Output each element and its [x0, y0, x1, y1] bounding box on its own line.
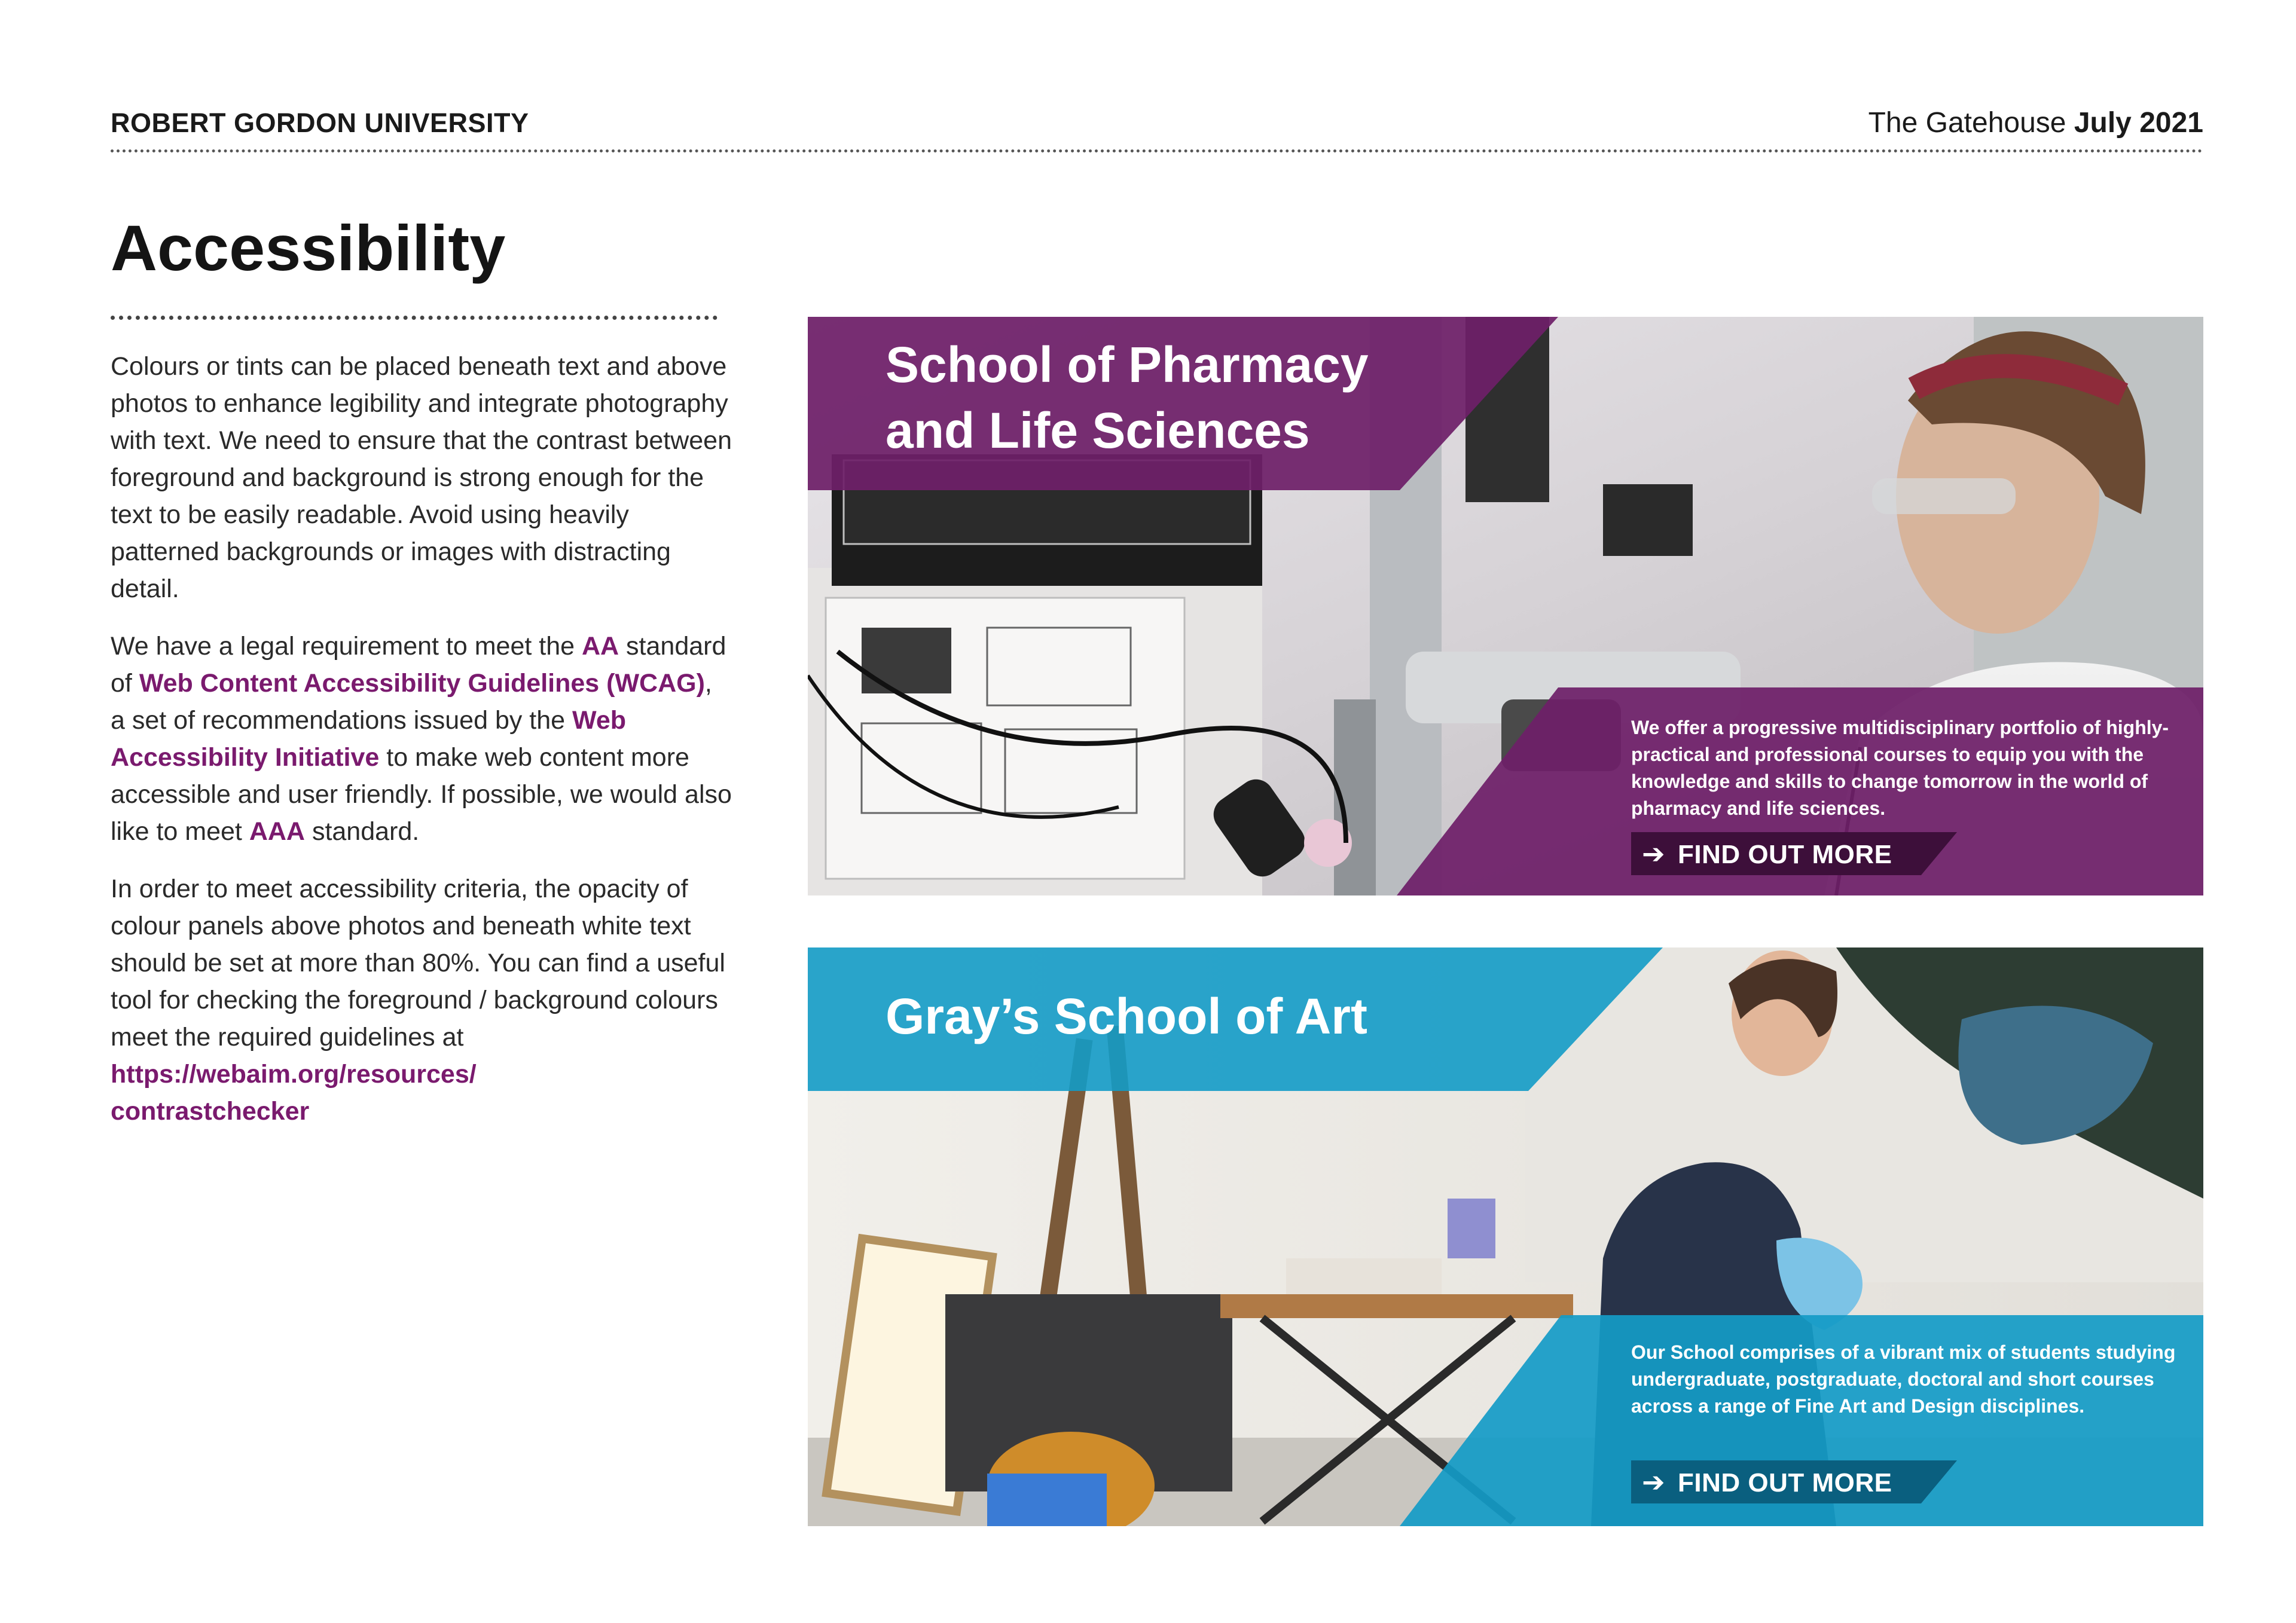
- arrow-right-icon: ➔: [1642, 838, 1665, 869]
- wai-link[interactable]: Web Accessibility Initiative: [111, 706, 627, 772]
- paragraph-legal-requirement: We have a legal requirement to meet the AA standard of Web Content Accessibility Guidelines (WCAG), a set of recommendations issued by the Web Accessibility Initiative to make web content more accessible and user friendly. If possible, we would also like to meet AAA standard.: [111, 632, 732, 846]
- cta-label: FIND OUT MORE: [1678, 840, 1892, 869]
- aa-highlight: AA: [581, 632, 619, 661]
- university-name: ROBERT GORDON UNIVERSITY: [111, 108, 529, 138]
- publication-issue: [1868, 106, 2203, 139]
- body-text: [111, 348, 732, 1150]
- page-header: [111, 105, 2203, 152]
- grays-title: Gray’s School of Art: [886, 988, 1367, 1044]
- contrast-checker-link[interactable]: https://webaim.org/resources/ contrastchecker: [111, 1060, 477, 1126]
- paragraph-colour-tints: Colours or tints can be placed beneath text and above photos to enhance legibility and integrate photography with text. We need to ensure that the contrast between foreground and background is strong enough for the text to be easily readable. Avoid using heavily patterned backgrounds or images with distracting detail.: [111, 352, 732, 603]
- pharmacy-find-out-more-button[interactable]: [1631, 832, 1957, 875]
- publication-name: The Gatehouse: [1868, 107, 2066, 139]
- grays-art-banner[interactable]: [808, 947, 2203, 1526]
- aaa-highlight: AAA: [249, 817, 305, 846]
- grays-find-out-more-button[interactable]: [1631, 1460, 1957, 1503]
- pharmacy-banner[interactable]: [808, 317, 2203, 895]
- arrow-right-icon: ➔: [1642, 1466, 1665, 1497]
- wcag-link[interactable]: Web Content Accessibility Guidelines (WCAG): [139, 669, 705, 698]
- publication-date: July 2021: [2074, 107, 2203, 139]
- pharmacy-blurb: We offer a progressive multidisciplinary portfolio of highly-practical and professional courses to equip you with the knowledge and skills to change tomorrow in the world of pharmacy and life sciences.: [1631, 717, 2169, 819]
- page-title: Accessibility: [111, 212, 506, 284]
- cta-label: FIND OUT MORE: [1678, 1468, 1892, 1497]
- title-divider: [111, 316, 718, 320]
- paragraph-opacity: In order to meet accessibility criteria, the opacity of colour panels above photos and beneath white text should be set at more than 80%. You can find a useful tool for checking the foreground / background colours meet the required guidelines at https://webaim.org/resources/ contrastchecker: [111, 870, 732, 1130]
- pharmacy-title: School of Pharmacy and Life Sciences: [886, 337, 1369, 459]
- grays-blurb: Our School comprises of a vibrant mix of students studying undergraduate, postgraduate, doctoral and short courses across a range of Fine Art and Design disciplines.: [1631, 1341, 2176, 1417]
- grays-info-panel: [808, 947, 2203, 1526]
